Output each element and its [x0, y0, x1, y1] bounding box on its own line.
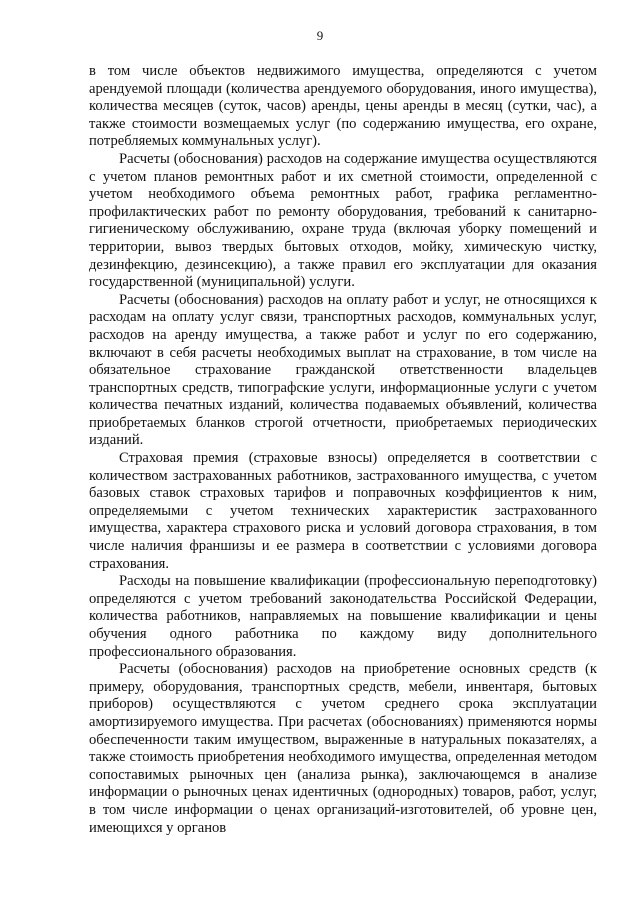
paragraph-qualification-training: Расходы на повышение квалификации (профессиональную переподготовку) определяются с учетом требований законодательства Российской Федерации, количества работников, направляемых на повышение квалификации и цены обучения одного работника по каждому виду дополнительного профессионального образования.: [89, 573, 597, 660]
paragraph-lease-continuation: в том числе объектов недвижимого имущества, определяются с учетом арендуемой площади (количества арендуемого оборудования, иного имущества), количества месяцев (суток, часов) аренды, цены аренды в месяц (сутки, час), а также стоимости возмещаемых услуг (по содержанию имущества, его охране, потребляемых коммунальных услуг).: [89, 63, 597, 150]
page-number: 9: [316, 28, 324, 43]
paragraph-property-maintenance: Расчеты (обоснования) расходов на содержание имущества осуществляются с учетом планов ремонтных работ и их сметной стоимости, определенной с учетом необходимого объема ремонтных работ, графика регламентно-профилактических работ по ремонту оборудования, требований к санитарно-гигиеническому обслуживанию, охране труда (включая уборку помещений и территории, вывоз твердых бытовых отходов, мойку, химическую чистку, дезинфекцию, дезинсекцию), а также правил его эксплуатации для оказания государственной (муниципальной) услуги.: [89, 150, 597, 291]
paragraph-insurance-premium: Страховая премия (страховые взносы) определяется в соответствии с количеством застрахованных работников, застрахованного имущества, с учетом базовых ставок страховых тарифов и поправочных коэффициентов к ним, определяемыми с учетом технических характеристик застрахованного имущества, характера страхового риска и условий договора страхования, в том числе наличия франшизы и ее размера в соответствии с условиями договора страхования.: [89, 450, 597, 572]
paragraph-works-and-services: Расчеты (обоснования) расходов на оплату работ и услуг, не относящихся к расходам на оплату услуг связи, транспортных расходов, коммунальных услуг, расходов на аренду имущества, а также работ и услуг по его содержанию, включают в себя расчеты необходимых выплат на страхование, в том числе на обязательное страхование гражданской ответственности владельцев транспортных средств, типографские услуги, информационные услуги с учетом количества печатных изданий, количества подаваемых объявлений, количества приобретаемых бланков строгой отчетности, приобретаемых периодических изданий.: [89, 291, 597, 449]
paragraph-fixed-assets: Расчеты (обоснования) расходов на приобретение основных средств (к примеру, оборудования, транспортных средств, мебели, инвентаря, бытовых приборов) осуществляются с учетом среднего срока эксплуатации амортизируемого имущества. При расчетах (обоснованиях) применяются нормы обеспеченности таким имуществом, выраженные в натуральных показателях, а также стоимость приобретения необходимого имущества, определенная методом сопоставимых рыночных цен (анализа рынка), заключающемся в анализе информации о рыночных ценах идентичных (однородных) товаров, работ, услуг, в том числе информации о ценах организаций-изготовителей, об уровне цен, имеющихся у органов: [89, 661, 597, 836]
document-body: [89, 63, 597, 837]
